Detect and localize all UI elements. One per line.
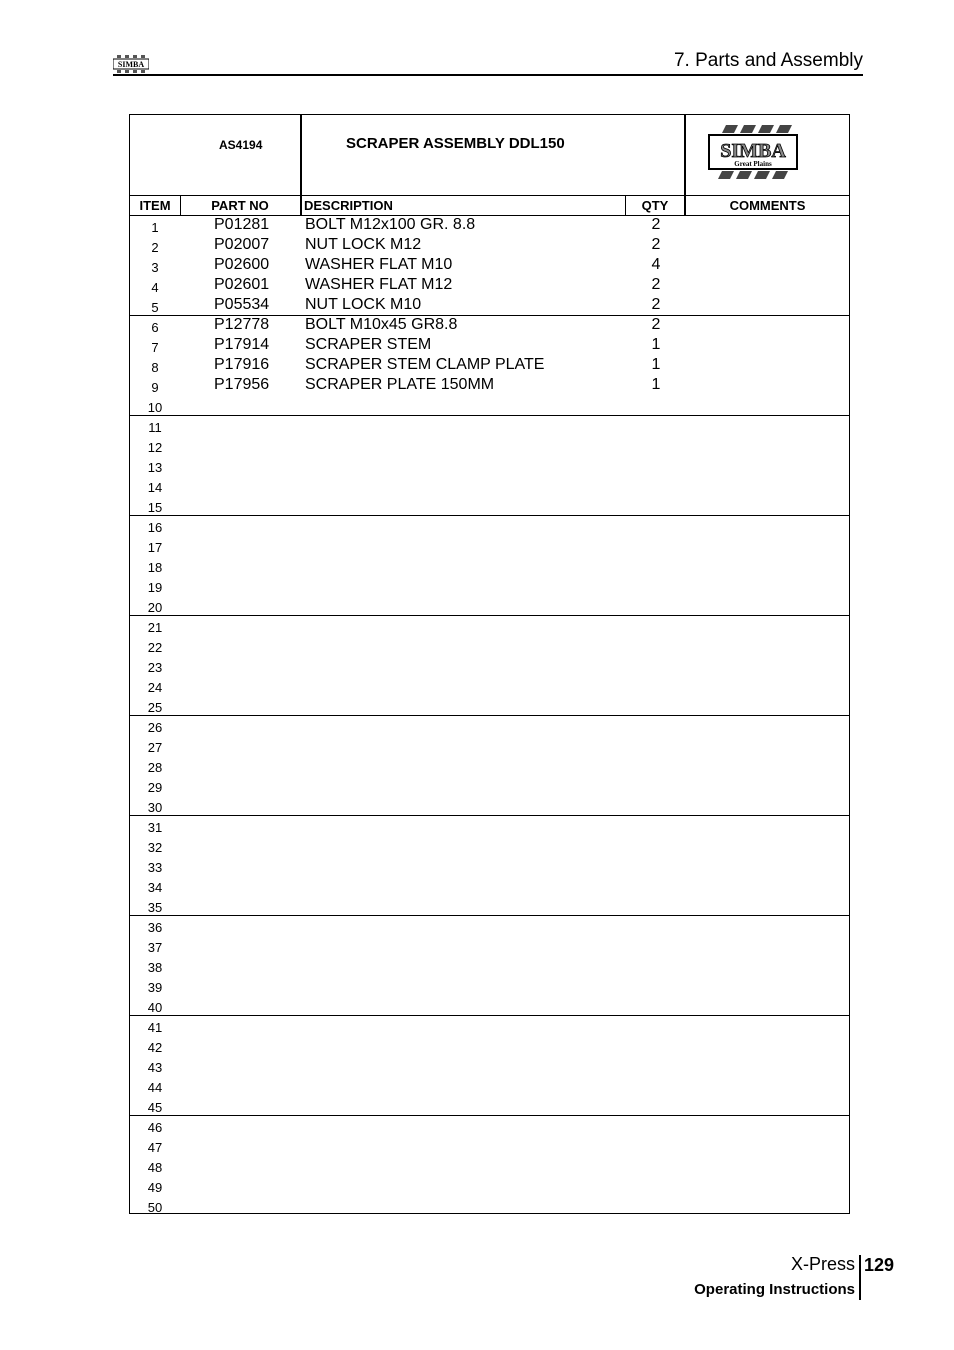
- item-number: 11: [148, 420, 162, 435]
- part-number: P17956: [214, 376, 270, 393]
- item-number: 22: [147, 640, 163, 655]
- parts-sheet: [129, 114, 850, 1214]
- column-header-row: [130, 195, 849, 216]
- part-number: P17914: [214, 336, 270, 353]
- table-row: [130, 536, 849, 556]
- table-row: [130, 276, 849, 296]
- col-comments: COMMENTS: [729, 198, 806, 213]
- table-row: [130, 776, 849, 796]
- part-number: P02601: [214, 276, 270, 293]
- part-qty: 2: [651, 296, 661, 313]
- item-number: 6: [151, 320, 159, 335]
- table-row: [130, 836, 849, 856]
- part-description: WASHER FLAT M10: [305, 256, 453, 273]
- table-row: [130, 996, 849, 1016]
- part-qty: 2: [651, 236, 661, 253]
- table-row: [130, 716, 849, 736]
- page-footer: [694, 1254, 855, 1298]
- item-number: 32: [147, 840, 163, 855]
- item-number: 50: [147, 1200, 163, 1215]
- table-row: [130, 636, 849, 656]
- table-row: [130, 1036, 849, 1056]
- table-row: [130, 336, 849, 356]
- item-number: 14: [147, 480, 163, 495]
- item-number: 43: [147, 1060, 163, 1075]
- table-row: [130, 576, 849, 596]
- table-row: [130, 316, 849, 336]
- svg-text:Great Plains: Great Plains: [734, 160, 772, 168]
- part-description: BOLT M12x100 GR. 8.8: [305, 216, 476, 233]
- table-row: [130, 496, 849, 516]
- footer-divider: [859, 1255, 861, 1300]
- item-number: 16: [147, 520, 163, 535]
- item-number: 12: [147, 440, 163, 455]
- item-number: 44: [147, 1080, 163, 1095]
- item-number: 5: [151, 300, 159, 315]
- item-number: 1: [151, 220, 159, 235]
- table-row: [130, 1176, 849, 1196]
- table-row: [130, 216, 849, 236]
- svg-text:SIMBA: SIMBA: [117, 60, 145, 69]
- part-description: NUT LOCK M12: [305, 236, 422, 253]
- item-number: 47: [147, 1140, 163, 1155]
- part-qty: 2: [651, 276, 661, 293]
- item-number: 13: [147, 460, 163, 475]
- page-number: 129: [864, 1255, 895, 1275]
- part-number: P05534: [214, 296, 270, 313]
- table-row: [130, 436, 849, 456]
- table-row: [130, 416, 849, 436]
- table-row: [130, 696, 849, 716]
- part-number: P01281: [214, 216, 270, 233]
- item-number: 48: [147, 1160, 163, 1175]
- part-qty: 1: [651, 336, 661, 353]
- item-number: 25: [147, 700, 163, 715]
- footer-subtitle: Operating Instructions: [694, 1281, 855, 1298]
- item-number: 34: [147, 880, 163, 895]
- table-row: [130, 356, 849, 376]
- section-title: 7. Parts and Assembly: [673, 50, 863, 71]
- assembly-title: SCRAPER ASSEMBLY DDL150: [346, 135, 565, 152]
- part-number: P12778: [214, 316, 270, 333]
- item-number: 20: [147, 600, 163, 615]
- table-row: [130, 456, 849, 476]
- item-number: 4: [151, 280, 159, 295]
- table-row: [130, 876, 849, 896]
- table-row: [130, 596, 849, 616]
- item-number: 27: [147, 740, 163, 755]
- item-number: 37: [147, 940, 163, 955]
- table-row: [130, 676, 849, 696]
- part-description: SCRAPER STEM CLAMP PLATE: [305, 356, 545, 373]
- table-row: [130, 656, 849, 676]
- table-row: [130, 516, 849, 536]
- table-row: [130, 296, 849, 316]
- item-number: 38: [147, 960, 163, 975]
- item-number: 28: [147, 760, 163, 775]
- assembly-code: AS4194: [219, 138, 263, 152]
- item-number: 31: [147, 820, 163, 835]
- col-part-no: PART NO: [211, 198, 269, 213]
- item-number: 30: [147, 800, 163, 815]
- part-description: BOLT M10x45 GR8.8: [305, 316, 458, 333]
- part-qty: 4: [651, 256, 661, 273]
- table-row: [130, 616, 849, 636]
- table-row: [130, 816, 849, 836]
- table-row: [130, 396, 849, 416]
- item-number: 45: [147, 1100, 163, 1115]
- item-number: 33: [147, 860, 163, 875]
- part-number: P02007: [214, 236, 270, 253]
- table-row: [130, 236, 849, 256]
- table-row: [130, 1076, 849, 1096]
- item-number: 15: [147, 500, 163, 515]
- item-number: 46: [147, 1120, 163, 1135]
- item-number: 40: [147, 1000, 163, 1015]
- item-number: 8: [151, 360, 159, 375]
- item-number: 7: [151, 340, 159, 355]
- item-number: 35: [147, 900, 163, 915]
- table-row: [130, 376, 849, 396]
- table-row: [130, 1136, 849, 1156]
- item-number: 2: [151, 240, 159, 255]
- item-number: 23: [147, 660, 163, 675]
- item-number: 18: [147, 560, 163, 575]
- item-number: 42: [147, 1040, 163, 1055]
- footer-model: X-Press: [790, 1254, 855, 1274]
- part-qty: 1: [651, 356, 661, 373]
- svg-text:SIMBA: SIMBA: [720, 140, 786, 162]
- item-number: 21: [147, 620, 163, 635]
- item-number: 9: [151, 380, 159, 395]
- table-row: [130, 1096, 849, 1116]
- table-row: [130, 1116, 849, 1136]
- table-row: [130, 256, 849, 276]
- item-number: 39: [147, 980, 163, 995]
- header-simba-logo: [113, 54, 149, 74]
- table-row: [130, 756, 849, 776]
- table-row: [130, 1156, 849, 1176]
- simba-great-plains-logo: [708, 125, 800, 179]
- header-rule: [113, 74, 863, 76]
- table-row: [130, 936, 849, 956]
- item-number: 49: [147, 1180, 163, 1195]
- item-number: 17: [147, 540, 163, 555]
- table-row: [130, 1056, 849, 1076]
- table-row: [130, 1016, 849, 1036]
- part-number: P02600: [214, 256, 270, 273]
- table-row: [130, 476, 849, 496]
- part-qty: 2: [651, 216, 661, 233]
- part-description: NUT LOCK M10: [305, 296, 422, 313]
- part-number: P17916: [214, 356, 270, 373]
- col-description: DESCRIPTION: [304, 198, 393, 213]
- item-number: 24: [147, 680, 163, 695]
- table-row: [130, 896, 849, 916]
- item-number: 3: [151, 260, 159, 275]
- item-number: 10: [147, 400, 163, 415]
- table-row: [130, 856, 849, 876]
- table-row: [130, 796, 849, 816]
- item-number: 29: [147, 780, 163, 795]
- part-qty: 2: [651, 316, 661, 333]
- table-row: [130, 956, 849, 976]
- table-row: [130, 976, 849, 996]
- item-number: 41: [147, 1020, 163, 1035]
- table-row: [130, 916, 849, 936]
- part-description: SCRAPER PLATE 150MM: [305, 376, 495, 393]
- item-number: 26: [147, 720, 163, 735]
- part-qty: 1: [651, 376, 661, 393]
- table-row: [130, 736, 849, 756]
- assembly-header: [130, 115, 849, 196]
- item-number: 36: [147, 920, 163, 935]
- table-row: [130, 1196, 849, 1216]
- item-number: 19: [147, 580, 163, 595]
- col-qty: QTY: [641, 198, 669, 213]
- col-item: ITEM: [139, 198, 171, 213]
- table-row: [130, 556, 849, 576]
- part-description: SCRAPER STEM: [305, 336, 432, 353]
- part-description: WASHER FLAT M12: [305, 276, 453, 293]
